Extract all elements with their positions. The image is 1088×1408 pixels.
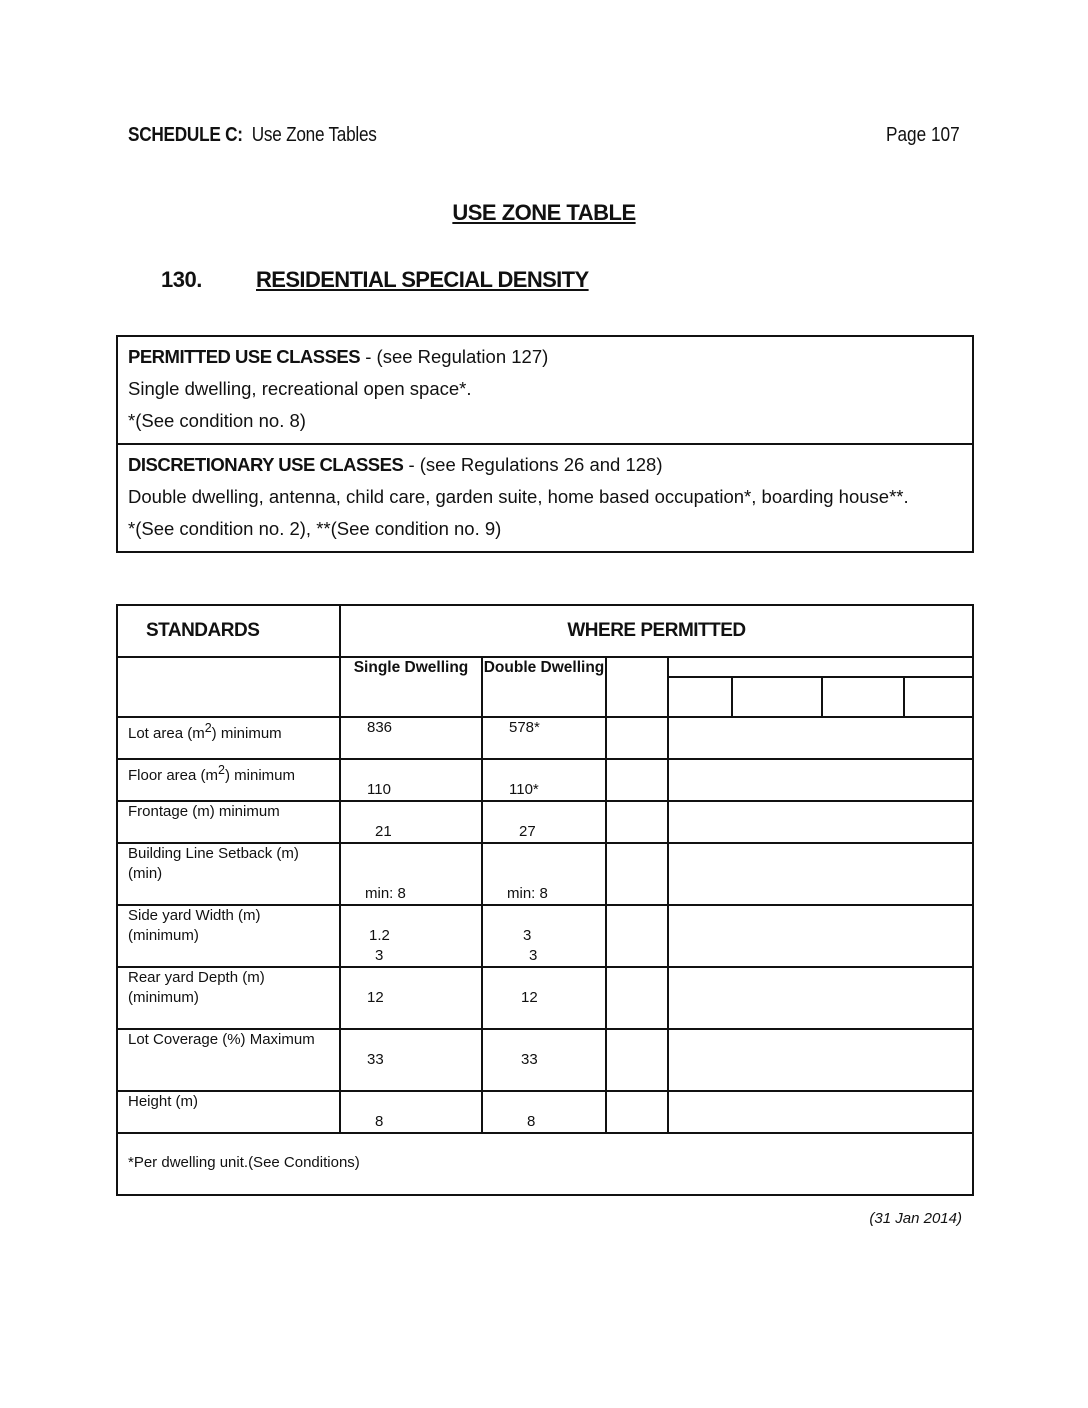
blank-cell <box>668 717 973 759</box>
double-dwelling-value: 27 <box>482 801 606 843</box>
standard-label: Lot area $(m^2)$ minimum <box>117 717 340 759</box>
permitted-use-section <box>118 337 972 443</box>
permitted-uses: Single dwelling, recreational open space*. <box>128 378 472 399</box>
blank-cell <box>668 905 973 967</box>
blank-subgrid <box>669 676 972 716</box>
discretionary-use-section <box>118 443 972 551</box>
col-blank-group <box>668 657 973 717</box>
discretionary-uses: Double dwelling, antenna, child care, garden suite, home based occupation*, boarding house**. <box>128 486 909 507</box>
double-dwelling-value: min: 8 <box>482 843 606 905</box>
page-header-left <box>128 124 377 147</box>
blank-cell <box>606 843 668 905</box>
single-dwelling-value: 1.2 3 <box>340 905 482 967</box>
blank-cell <box>668 801 973 843</box>
footnote-row <box>117 1133 973 1195</box>
col-double-dwelling: Double Dwelling <box>482 657 606 717</box>
blank-cell <box>606 967 668 1029</box>
where-permitted-header: WHERE PERMITTED <box>340 605 973 657</box>
table-row <box>117 759 973 801</box>
standard-label: Building Line Setback (m) (min) <box>117 843 340 905</box>
single-dwelling-value: 33 <box>340 1029 482 1091</box>
double-dwelling-value: 110* <box>482 759 606 801</box>
single-dwelling-value: 8 <box>340 1091 482 1133</box>
discretionary-heading: DISCRETIONARY USE CLASSES <box>128 454 404 475</box>
blank-cell <box>606 759 668 801</box>
standard-label: Rear yard Depth (m) (minimum) <box>117 967 340 1029</box>
page-title: USE ZONE TABLE <box>452 200 636 225</box>
table-row <box>117 801 973 843</box>
schedule-title: Use Zone Tables <box>251 124 377 146</box>
standards-table <box>116 604 974 1196</box>
single-dwelling-value: 21 <box>340 801 482 843</box>
discretionary-ref: - (see Regulations 26 and 128) <box>403 454 663 475</box>
table-row <box>117 905 973 967</box>
single-dwelling-value: 12 <box>340 967 482 1029</box>
table-row <box>117 843 973 905</box>
permitted-ref: - (see Regulation 127) <box>360 346 549 367</box>
blank-cell <box>606 1091 668 1133</box>
single-dwelling-value: 110 <box>340 759 482 801</box>
blank-cell <box>668 1091 973 1133</box>
double-dwelling-value: 12 <box>482 967 606 1029</box>
discretionary-note: *(See condition no. 2), **(See condition no. 9) <box>128 518 502 539</box>
use-classes-box <box>116 335 974 553</box>
standard-label: Frontage (m) minimum <box>117 801 340 843</box>
table-row <box>117 967 973 1029</box>
blank-cell <box>668 759 973 801</box>
standard-label: Height (m) <box>117 1091 340 1133</box>
table-row <box>117 717 973 759</box>
blank-cell <box>668 967 973 1029</box>
table-row <box>117 1091 973 1133</box>
double-dwelling-value: 33 <box>482 1029 606 1091</box>
section-number: 130. <box>161 267 202 292</box>
header-blank-cell <box>117 657 340 717</box>
standard-label: Floor area $(m^2)$ minimum <box>117 759 340 801</box>
section-title: RESIDENTIAL SPECIAL DENSITY <box>256 267 589 292</box>
blank-cell <box>606 905 668 967</box>
permitted-heading: PERMITTED USE CLASSES <box>128 346 361 367</box>
table-row <box>117 1029 973 1091</box>
schedule-label: SCHEDULE C: <box>128 124 243 146</box>
table-footnote: *Per dwelling unit.(See Conditions) <box>117 1133 973 1195</box>
col-blank-1 <box>606 657 668 717</box>
double-dwelling-value: 578* <box>482 717 606 759</box>
standard-label: Side yard Width (m) (minimum) <box>117 905 340 967</box>
standard-label: Lot Coverage (%) Maximum <box>117 1029 340 1091</box>
single-dwelling-value: min: 8 <box>340 843 482 905</box>
permitted-note: *(See condition no. 8) <box>128 410 306 431</box>
page-number: Page 107 <box>886 124 960 146</box>
blank-cell <box>668 1029 973 1091</box>
col-single-dwelling: Single Dwelling <box>340 657 482 717</box>
blank-cell <box>668 843 973 905</box>
single-dwelling-value: 836 <box>340 717 482 759</box>
double-dwelling-value: 8 <box>482 1091 606 1133</box>
blank-cell <box>606 801 668 843</box>
revision-date: (31 Jan 2014) <box>869 1210 962 1227</box>
standards-header: STANDARDS <box>117 605 340 657</box>
double-dwelling-value: 3 3 <box>482 905 606 967</box>
blank-cell <box>606 717 668 759</box>
blank-cell <box>606 1029 668 1091</box>
